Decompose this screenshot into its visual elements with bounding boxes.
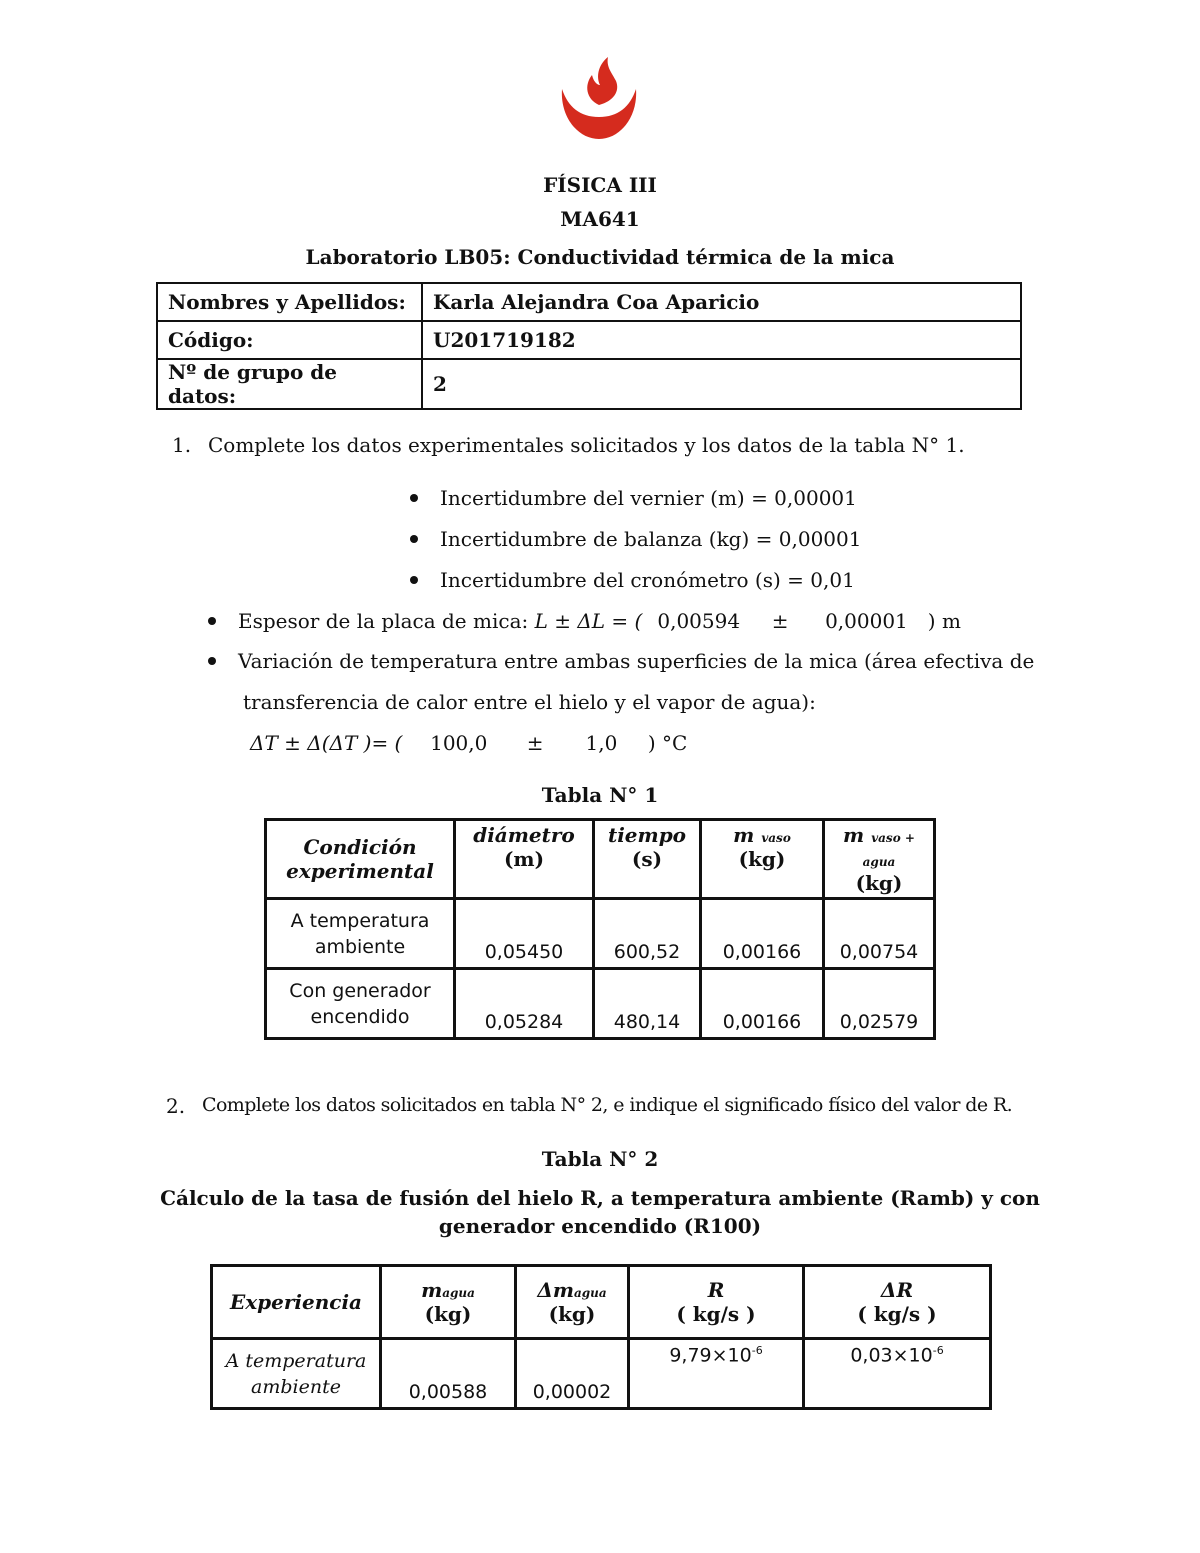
bullet-icon — [410, 535, 418, 543]
group-value: 2 — [422, 359, 1021, 409]
header-experiencia: Experiencia — [212, 1266, 381, 1339]
row1-time: 600,52 — [594, 899, 701, 969]
table1 — [264, 818, 936, 1040]
section2-instruction: Complete los datos solicitados en tabla N° 2, e indique el significado físico del valor de R. — [202, 1094, 1013, 1116]
student-info-table — [156, 282, 1022, 410]
header-r: R ( kg/s ) — [629, 1266, 804, 1339]
row1-diameter: 0,05450 — [455, 899, 594, 969]
row1-m-agua: 0,00588 — [381, 1339, 516, 1409]
row2-time: 480,14 — [594, 969, 701, 1039]
row2-condition: Con generador encendido — [266, 969, 455, 1039]
bullet-icon — [208, 617, 216, 625]
deltaT-line: ΔT ± Δ(ΔT )= ( 100,0 ± 1,0 ) °C — [250, 731, 688, 755]
header-mass-vaso-agua: m vaso + agua (kg) — [824, 820, 935, 899]
name-value: Karla Alejandra Coa Aparicio — [422, 283, 1021, 321]
group-label: Nº de grupo de datos: — [157, 359, 422, 409]
deltaT-error: 1,0 — [585, 731, 618, 755]
code-value: U201719182 — [422, 321, 1021, 359]
table-row — [157, 283, 1021, 321]
header-m-agua: magua (kg) — [381, 1266, 516, 1339]
table1-caption: Tabla N° 1 — [541, 783, 659, 807]
table2-subtitle-1: Cálculo de la tasa de fusión del hielo R, a temperatura ambiente (Ramb) y con — [160, 1186, 1040, 1210]
course-title: FÍSICA III — [543, 173, 657, 197]
table2-caption: Tabla N° 2 — [541, 1147, 659, 1171]
uncertainty-chronometer: Incertidumbre del cronómetro (s) = 0,01 — [410, 568, 855, 592]
bullet-icon — [208, 657, 216, 665]
thickness-error: 0,00001 — [825, 609, 908, 633]
row1-r: $9,79\times 10^{-6}$ — [629, 1339, 804, 1409]
code-label: Código: — [157, 321, 422, 359]
row2-diameter: 0,05284 — [455, 969, 594, 1039]
row2-mass-vaso-agua: 0,02579 — [824, 969, 935, 1039]
row2-mass-vaso: 0,00166 — [701, 969, 824, 1039]
header-condition: Condición experimental — [266, 820, 455, 899]
row1-condition: A temperatura ambiente — [266, 899, 455, 969]
table2 — [210, 1264, 992, 1410]
thickness-value: 0,00594 — [657, 609, 741, 633]
table-header-row — [212, 1266, 991, 1339]
table-row — [266, 899, 935, 969]
row1-delta-r: $0,03\times 10^{-6}$ — [804, 1339, 991, 1409]
table-row — [157, 321, 1021, 359]
row1-delta-m-agua: 0,00002 — [516, 1339, 629, 1409]
section1-instruction: Complete los datos experimentales solicitados y los datos de la tabla N° 1. — [208, 433, 965, 457]
header-time: tiempo (s) — [594, 820, 701, 899]
table2-subtitle-2: generador encendido (R100) — [438, 1214, 762, 1238]
table-row — [157, 359, 1021, 409]
section2-number: 2. — [166, 1094, 186, 1118]
row1-experiencia: A temperatura ambiente — [212, 1339, 381, 1409]
uncertainty-vernier: Incertidumbre del vernier (m) = 0,00001 — [410, 486, 857, 510]
lab-title: Laboratorio LB05: Conductividad térmica de la mica — [305, 245, 895, 269]
header-mass-vaso: m vaso (kg) — [701, 820, 824, 899]
name-label: Nombres y Apellidos: — [157, 283, 422, 321]
deltaT-description-1: Variación de temperatura entre ambas superficies de la mica (área efectiva de — [208, 649, 1034, 673]
row1-mass-vaso-agua: 0,00754 — [824, 899, 935, 969]
deltaT-description-2: transferencia de calor entre el hielo y el vapor de agua): — [243, 690, 816, 714]
deltaT-value: 100,0 — [430, 731, 488, 755]
table-header-row — [266, 820, 935, 899]
section1-number: 1. — [172, 433, 192, 457]
bullet-icon — [410, 494, 418, 502]
header-delta-m-agua: Δmagua (kg) — [516, 1266, 629, 1339]
table-row — [212, 1339, 991, 1409]
uncertainty-balance: Incertidumbre de balanza (kg) = 0,00001 — [410, 527, 861, 551]
course-code: MA641 — [560, 207, 640, 231]
header-diameter: diámetro (m) — [455, 820, 594, 899]
thickness-line: Espesor de la placa de mica: L ± ΔL = ( 0,00594 ± 0,00001 ) m — [208, 609, 961, 633]
bullet-icon — [410, 576, 418, 584]
row1-mass-vaso: 0,00166 — [701, 899, 824, 969]
table-row — [266, 969, 935, 1039]
header-delta-r: ΔR ( kg/s ) — [804, 1266, 991, 1339]
university-logo — [556, 55, 642, 141]
